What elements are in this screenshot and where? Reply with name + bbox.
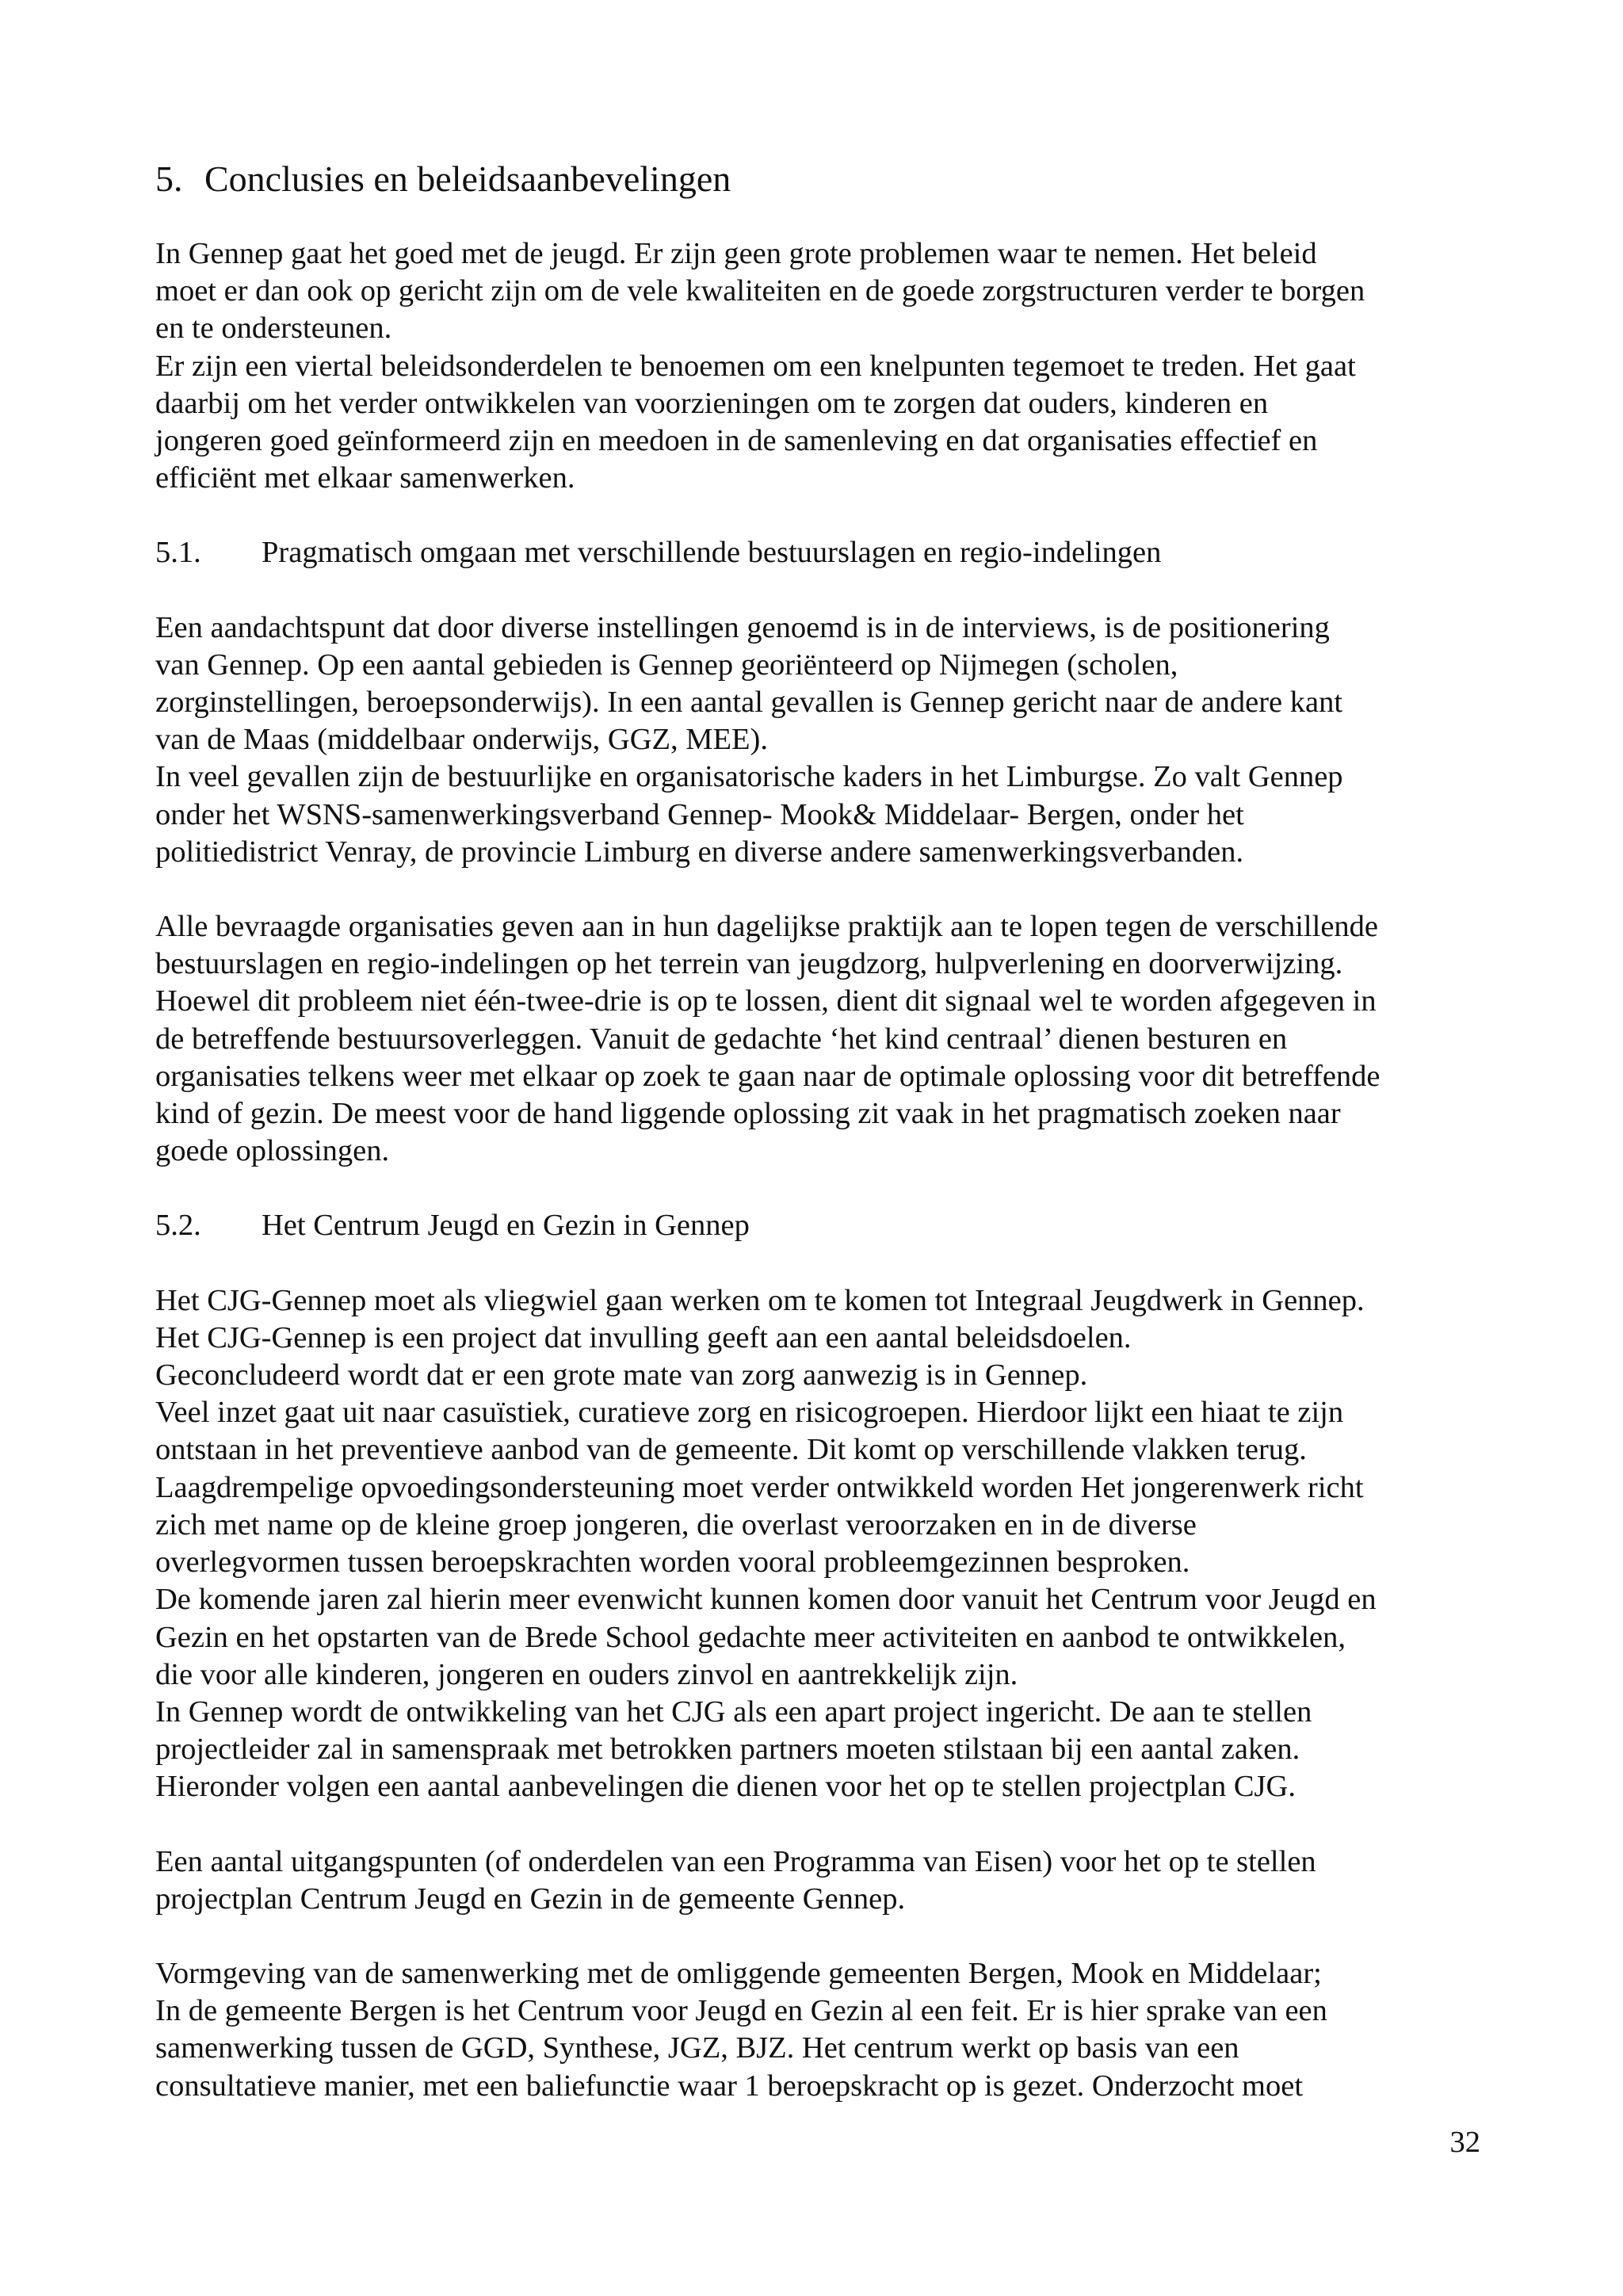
section-title: Het Centrum Jeugd en Gezin in Gennep: [262, 1209, 750, 1243]
text-line: jongeren goed geïnformeerd zijn en meedoen in de samenleving en dat organisaties effectief en: [155, 424, 1318, 458]
section-5-2-heading: [155, 1207, 1487, 1244]
text-line: Alle bevraagde organisaties geven aan in hun dagelijkse praktijk aan te lopen tegen de verschillende: [155, 910, 1378, 944]
text-line: Hoewel dit probleem niet één-twee-drie is op te lossen, dient dit signaal wel te worden afgegeven in: [155, 984, 1377, 1018]
section-5-1-paragraph-1: [155, 609, 1487, 871]
text-line: onder het WSNS-samenwerkingsverband Gennep- Mook& Middelaar- Bergen, onder het: [155, 797, 1244, 831]
text-line: consultatieve manier, met een baliefunctie waar 1 beroepskracht op is gezet. Onderzocht moet: [155, 2069, 1304, 2103]
text-line: Veel inzet gaat uit naar casuïstiek, curatieve zorg en risicogroepen. Hierdoor lijkt een hiaat te zijn: [155, 1396, 1344, 1430]
text-line: Een aantal uitgangspunten (of onderdelen van een Programma van Eisen) voor het op te stellen: [155, 1844, 1316, 1878]
text-line: kind of gezin. De meest voor de hand liggende oplossing zit vaak in het pragmatisch zoeken naar: [155, 1097, 1341, 1131]
section-5-2-paragraph-2: [155, 1843, 1487, 1918]
text-line: In Gennep wordt de ontwikkeling van het CJG als een apart project ingericht. De aan te stellen: [155, 1694, 1312, 1729]
text-line: zich met name op de kleine groep jongeren, die overlast veroorzaken en in de diverse: [155, 1507, 1197, 1541]
text-line: Gezin en het opstarten van de Brede School gedachte meer activiteiten en aanbod te ontwikkelen,: [155, 1620, 1346, 1654]
text-line: In Gennep gaat het goed met de jeugd. Er zijn geen grote problemen waar te nemen. Het beleid: [155, 237, 1317, 270]
page-content: [155, 155, 1487, 2142]
text-line: politiedistrict Venray, de provincie Limburg en diverse andere samenwerkingsverbanden.: [155, 835, 1244, 869]
chapter-title: Conclusies en beleidsaanbevelingen: [204, 159, 731, 199]
text-line: zorginstellingen, beroepsonderwijs). In een aantal gevallen is Gennep gericht naar de andere kant: [155, 686, 1343, 720]
text-line: Hieronder volgen een aantal aanbevelingen die dienen voor het op te stellen projectplan CJG.: [155, 1770, 1296, 1804]
section-5-1-paragraph-2: [155, 908, 1487, 1170]
chapter-number: 5.: [155, 159, 183, 199]
text-line: goede oplossingen.: [155, 1134, 390, 1168]
chapter-heading: [155, 155, 1487, 204]
text-line: moet er dan ook op gericht zijn om de vele kwaliteiten en de goede zorgstructuren verder te borgen: [155, 274, 1365, 308]
text-line: Er zijn een viertal beleidsonderdelen te benoemen om een knelpunten tegemoet te treden. Het gaat: [155, 349, 1356, 383]
text-line: Een aandachtspunt dat door diverse instellingen genoemd is in de interviews, is de positionering: [155, 610, 1330, 644]
text-line: In de gemeente Bergen is het Centrum voor Jeugd en Gezin al een feit. Er is hier sprake van een: [155, 1994, 1327, 2028]
text-line: Laagdrempelige opvoedingsondersteuning moet verder ontwikkeld worden Het jongerenwerk richt: [155, 1470, 1364, 1504]
section-number: 5.1.: [155, 536, 201, 570]
text-line: organisaties telkens weer met elkaar op zoek te gaan naar de optimale oplossing voor dit betreffende: [155, 1059, 1381, 1093]
text-line: Vormgeving van de samenwerking met de omliggende gemeenten Bergen, Mook en Middelaar;: [155, 1956, 1322, 1990]
text-line: de betreffende bestuursoverleggen. Vanuit de gedachte ‘het kind centraal’ dienen besturen en: [155, 1022, 1288, 1056]
text-line: die voor alle kinderen, jongeren en ouders zinvol en aantrekkelijk zijn.: [155, 1657, 1018, 1691]
page-number: 32: [1449, 2126, 1480, 2159]
text-line: samenwerking tussen de GGD, Synthese, JGZ, BJZ. Het centrum werkt op basis van een: [155, 2031, 1239, 2065]
intro-paragraph: [155, 235, 1487, 497]
text-line: Het CJG-Gennep moet als vliegwiel gaan werken om te komen tot Integraal Jeugdwerk in Gennep.: [155, 1283, 1365, 1317]
text-line: en te ondersteunen.: [155, 311, 392, 346]
text-line: De komende jaren zal hierin meer evenwicht kunnen komen door vanuit het Centrum voor Jeugd en: [155, 1583, 1377, 1617]
text-line: efficiënt met elkaar samenwerken.: [155, 461, 575, 495]
text-line: ontstaan in het preventieve aanbod van de gemeente. Dit komt op verschillende vlakken terug.: [155, 1433, 1307, 1467]
text-line: bestuurslagen en regio-indelingen op het terrein van jeugdzorg, hulpverlening en doorverwijzing.: [155, 947, 1343, 981]
text-line: van Gennep. Op een aantal gebieden is Gennep georiënteerd op Nijmegen (scholen,: [155, 648, 1178, 682]
section-5-2-paragraph-1: [155, 1282, 1487, 1806]
text-line: Geconcludeerd wordt dat er een grote mate van zorg aanwezig is in Gennep.: [155, 1358, 1088, 1392]
text-line: In veel gevallen zijn de bestuurlijke en organisatorische kaders in het Limburgse. Zo valt Gennep: [155, 760, 1343, 794]
text-line: van de Maas (middelbaar onderwijs, GGZ, MEE).: [155, 723, 768, 757]
section-number: 5.2.: [155, 1209, 201, 1243]
section-5-2-paragraph-3: [155, 1955, 1487, 2105]
section-5-1-heading: [155, 534, 1487, 571]
section-title: Pragmatisch omgaan met verschillende bestuurslagen en regio-indelingen: [262, 536, 1162, 570]
text-line: Het CJG-Gennep is een project dat invulling geeft aan een aantal beleidsdoelen.: [155, 1320, 1132, 1354]
text-line: daarbij om het verder ontwikkelen van voorzieningen om te zorgen dat ouders, kinderen en: [155, 386, 1269, 420]
text-line: projectplan Centrum Jeugd en Gezin in de gemeente Gennep.: [155, 1881, 906, 1916]
text-line: overlegvormen tussen beroepskrachten worden vooral probleemgezinnen besproken.: [155, 1545, 1190, 1580]
text-line: projectleider zal in samenspraak met betrokken partners moeten stilstaan bij een aantal zaken.: [155, 1733, 1300, 1767]
